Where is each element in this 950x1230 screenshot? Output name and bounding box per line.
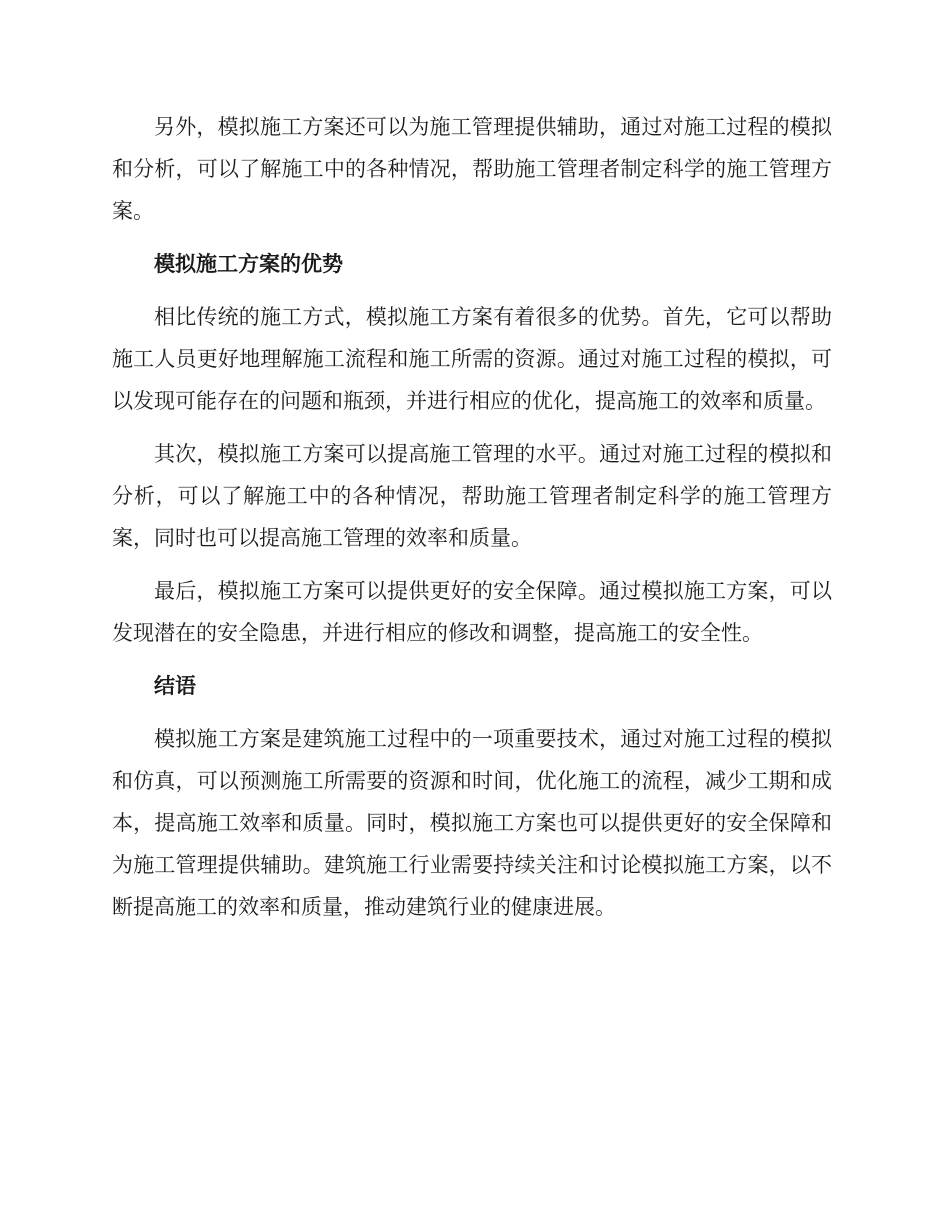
section-heading-advantages: 模拟施工方案的优势	[154, 252, 343, 276]
paragraph-advantage-second: 其次，模拟施工方案可以提高施工管理的水平。通过对施工过程的模拟和分析，可以了解施工中的各种情况，帮助施工管理者制定科学的施工管理方案，同时也可以提高施工管理的效率和质量。	[112, 442, 832, 550]
section-heading-conclusion: 结语	[154, 674, 196, 698]
document-body	[112, 106, 832, 939]
paragraph-management-support: 另外，模拟施工方案还可以为施工管理提供辅助，通过对施工过程的模拟和分析，可以了解施工中的各种情况，帮助施工管理者制定科学的施工管理方案。	[112, 115, 832, 223]
paragraph-conclusion: 模拟施工方案是建筑施工过程中的一项重要技术，通过对施工过程的模拟和仿真，可以预测施工所需要的资源和时间，优化施工的流程，减少工期和成本，提高施工效率和质量。同时，模拟施工方案也可以提供更好的安全保障和为施工管理提供辅助。建筑施工行业需要持续关注和讨论模拟施工方案，以不断提高施工的效率和质量，推动建筑行业的健康进展。	[112, 727, 832, 919]
paragraph-advantage-first: 相比传统的施工方式，模拟施工方案有着很多的优势。首先，它可以帮助施工人员更好地理解施工流程和施工所需的资源。通过对施工过程的模拟，可以发现可能存在的问题和瓶颈，并进行相应的优化，提高施工的效率和质量。	[112, 305, 832, 413]
paragraph-advantage-last: 最后，模拟施工方案可以提供更好的安全保障。通过模拟施工方案，可以发现潜在的安全隐患，并进行相应的修改和调整，提高施工的安全性。	[112, 579, 832, 645]
